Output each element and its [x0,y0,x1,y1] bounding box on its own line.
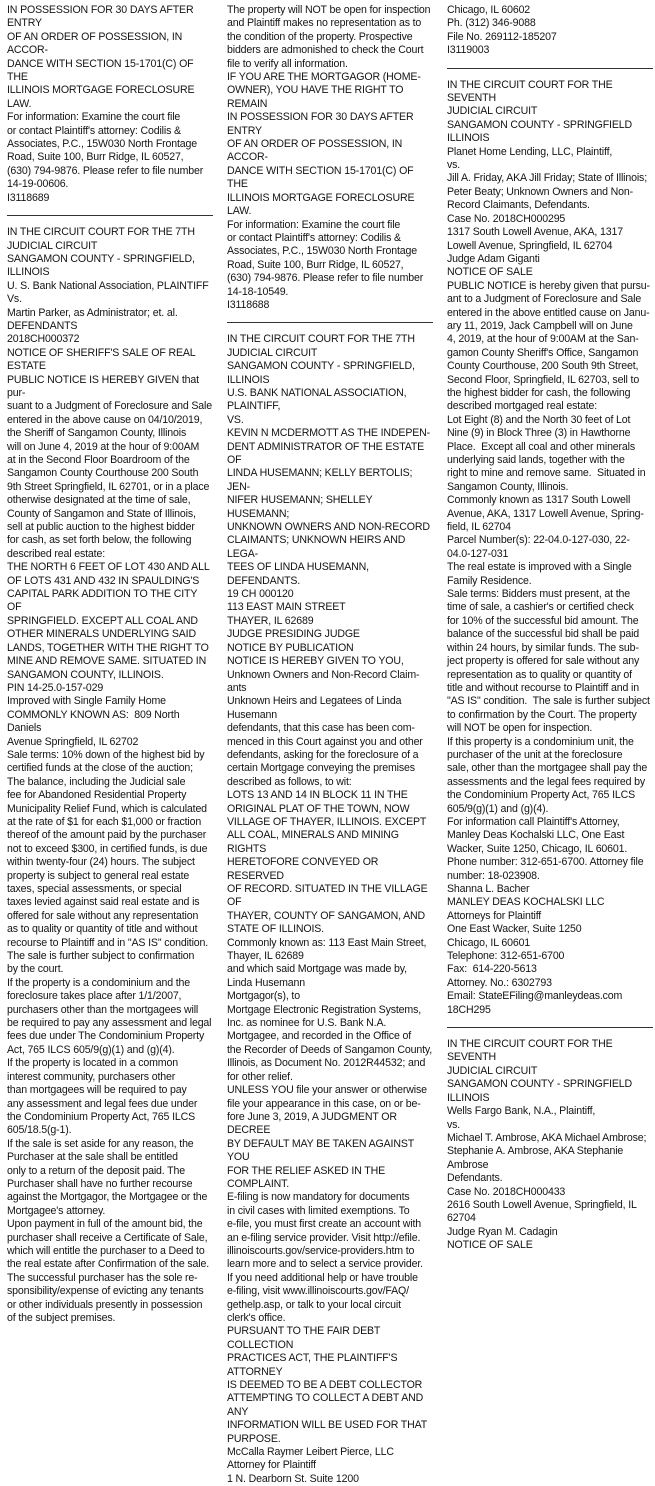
notice-divider [227,322,433,323]
notice-divider [7,215,213,216]
notice-text: The property will NOT be open for inspection and Plaintiff makes no representation as to the condition of the property. Prospective bidders are admonished to check the Court file to verify all information. IF YOU ARE THE MORTGAGOR (HOME- OWNER), YOU HAVE THE RIGHT TO REMAIN IN POSSESSION FOR 30 DAYS AFTER ENTRY OF AN ORDER OF POSSESSION, IN ACCOR- DANCE WITH SECTION 15-1701(C) OF THE ILLINOIS MORTGAGE FORECLOSURE LAW. For information: Examine the court file or contact Plaintiff's attorney: Codilis & Associates, P.C., 15W030 North Frontage Road, Suite 100, Burr Ridge, IL 60527, (630) 794-9876. Please refer to file number 14-18-10549. I3118688 [227,4,431,311]
notice-divider [447,68,653,69]
notice-text: IN THE CIRCUIT COURT FOR THE SEVENTH JUDICIAL CIRCUIT SANGAMON COUNTY - SPRINGFIELD ILLINOIS Wells Fargo Bank, N.A., Plaintiff, vs. Michael T. Ambrose, AKA Michael Ambrose; Stephanie A. Ambrose, AKA Stephanie Ambrose Defendants. Case No. 2018CH000433 2616 South Lowell Avenue, Springfield, IL 62704 Judge Ryan M. Cadagin NOTICE OF SALE [447,1038,647,1252]
column-3 [447,4,653,1253]
notice-divider [447,1027,653,1028]
notice-text: IN POSSESSION FOR 30 DAYS AFTER ENTRY OF AN ORDER OF POSSESSION, IN ACCOR- DANCE WITH SECTION 15-1701(C) OF THE ILLINOIS MORTGAGE FORECLOSURE LAW. For information: Examine the court file or contact Plaintiff's attorney: Codilis & Associates, P.C., 15W030 North Frontage Road, Suite 100, Burr Ridge, IL 60527, (630) 794-9876. Please refer to file number 14-19-00606. I3118689 [7,4,204,204]
notice-text: IN THE CIRCUIT COURT FOR THE SEVENTH JUDICIAL CIRCUIT SANGAMON COUNTY - SPRINGFIELD ILLINOIS Planet Home Lending, LLC, Plaintiff, vs. Jill A. Friday, AKA Jill Friday; State of Illinois; Peter Beaty; Unknown Owners and Non- Record Claimants, Defendants. Case No. 2018CH000295 1317 South Lowell Avenue, AKA, 1317 Lowell Avenue, Springfield, IL 62704 Judge Adam Giganti NOTICE OF SALE PUBLIC NOTICE is hereby given that pursu- ant to a Judgment of Foreclosure and Sale entered in the above entitled cause on Janu- ary 11, 2019, Jack Campbell will on June 4, 2019, at the hour of 9:00AM at the San- gamon County Sheriff's Office, Sangamon County Courthouse, 200 South 9th Street, Second Floor, Springfield, IL 62703, sell to the highest bidder for cash, the following described mortgaged real estate: Lot Eight (8) and the North 30 feet of Lot Nine (9) in Block Three (3) in Hawthorne Place. Except all coal and other minerals underlying said lands, together with the right to mine and remove same. Situated in Sangamon County, Illinois. Commonly known as 1317 South Lowell Avenue, AKA, 1317 Lowell Avenue, Spring- field, IL 62704 Parcel Number(s): 22-04.0-127-030, 22- 04.0-127-031 The real estate is improved with a Single Family Residence. Sale terms: Bidders must present, at the time of sale, a cashier's or certified check for 10% of the successful bid amount. The balance of the successful bid shall be paid within 24 hours, by similar funds. The sub- ject property is offered for sale without any representation as to quality or quantity of title and without recourse to Plaintiff and in "AS IS" condition. The sale is further subject to confirmation by the Court. The property will NOT be open for inspection. If this property is a condominium unit, the purchaser of the unit at the foreclosure sale, other than the mortgagee shall pay the assessments and the legal fees required by the Condominium Property Act, 765 ILCS 605/9(g)(1) and (g)(4). For information call Plaintiff's Attorney, Manley Deas Kochalski LLC, One East Wacker, Suite 1250, Chicago, IL 60601. Phone number: 312-651-6700. Attorney file number: 18-023908. Shanna L. Bacher MANLEY DEAS KOCHALSKI LLC Attorneys for Plaintiff One East Wacker, Suite 1250 Chicago, IL 60601 Telephone: 312-651-6700 Fax: 614-220-5613 Attorney. No.: 6302793 Email: StateEFiling@manleydeas.com 18CH295 [447,78,650,1016]
notice-text: IN THE CIRCUIT COURT FOR THE 7TH JUDICIAL CIRCUIT SANGAMON COUNTY - SPRINGFIELD, ILLINOIS U. S. Bank National Association, PLAINTIFF Vs. Martin Parker, as Administrator; et. al. DEFENDANTS 2018CH000372 NOTICE OF SHERIFF'S SALE OF REAL ESTATE PUBLIC NOTICE IS HEREBY GIVEN that pur- suant to a Judgment of Foreclosure and Sale entered in the above cause on 04/10/2019, the Sheriff of Sangamon County, Illinois will on June 4, 2019 at the hour of 9:00AM at in the Second Floor Boardroom of the Sangamon County Courthouse 200 South 9th Street Springfield, IL 62701, or in a place otherwise designated at the time of sale, County of Sangamon and State of Illinois, sell at public auction to the highest bidder for cash, as set forth below, the following described real estate: THE NORTH 6 FEET OF LOT 430 AND ALL OF LOTS 431 AND 432 IN SPAULDING'S CAPITAL PARK ADDITION TO THE CITY OF SPRINGFIELD. EXCEPT ALL COAL AND OTHER MINERALS UNDERLYING SAID LANDS, TOGETHER WITH THE RIGHT TO MINE AND REMOVE SAME. SITUATED IN SANGAMON COUNTY, ILLINOIS. PIN 14-25.0-157-029 Improved with Single Family Home COMMONLY KNOWN AS: 809 North Daniels Avenue Springfield, IL 62702 Sale terms: 10% down of the highest bid by certified funds at the close of the auction; The balance, including the Judicial sale fee for Abandoned Residential Property Municipality Relief Fund, which is calculated at the rate of $1 for each $1,000 or fraction thereof of the amount paid by the purchaser not to exceed $300, in certified funds, is due within twenty-four (24) hours. The subject property is subject to general real estate taxes, special assessments, or special taxes levied against said real estate and is offered for sale without any representation as to quality or quantity of title and without recourse to Plaintiff and in "AS IS" condition. The sale is further subject to confirmation by the court. If the property is a condominium and the foreclosure takes place after 1/1/2007, purchasers other than the mortgagees will be required to pay any assessment and legal fees due under The Condominium Property Act, 765 ILCS 605/9(g)(1) and (g)(4). If the property is located in a common interest community, purchasers other than mortgagees will be required to pay any assessment and legal fees due under the Condominium Property Act, 765 ILCS 605/18.5(g-1). If the sale is set aside for any reason, the Purchaser at the sale shall be entitled only to a return of the deposit paid. The Purchaser shall have no further recourse against the Mortgagor, the Mortgagee or the Mortgagee's attorney. Upon payment in full of the amount bid, the purchaser shall receive a Certificate of Sale, which will entitle the purchaser to a Deed to the real estate after Confirmation of the sale. The successful purchaser has the sole re- sponsibility/expense of evicting any tenants or other individuals presently in possession of the subject premises. [7,226,212,1324]
notice-text: Chicago, IL 60602 Ph. (312) 346-9088 File No. 269112-185207 I3119003 [447,4,557,57]
column-1 [7,4,213,1325]
column-2 [227,4,433,1486]
notice-text: IN THE CIRCUIT COURT FOR THE 7TH JUDICIAL CIRCUIT SANGAMON COUNTY - SPRINGFIELD, ILLINOIS U.S. BANK NATIONAL ASSOCIATION, PLAINTIFF, VS. KEVIN N MCDERMOTT AS THE INDEPEN- DENT ADMINISTRATOR OF THE ESTATE OF LINDA HUSEMANN; KELLY BERTOLIS; JEN- NIFER HUSEMANN; SHELLEY HUSEMANN; UNKNOWN OWNERS AND NON-RECORD CLAIMANTS; UNKNOWN HEIRS AND LEGA- TEES OF LINDA HUSEMANN, DEFENDANTS. 19 CH 000120 113 EAST MAIN STREET THAYER, IL 62689 JUDGE PRESIDING JUDGE NOTICE BY PUBLICATION NOTICE IS HEREBY GIVEN TO YOU, Unknown Owners and Non-Record Claim- ants Unknown Heirs and Legatees of Linda Husemann defendants, that this case has been com- menced in this Court against you and other defendants, asking for the foreclosure of a certain Mortgage conveying the premises described as follows, to wit: LOTS 13 AND 14 IN BLOCK 11 IN THE ORIGINAL PLAT OF THE TOWN, NOW VILLAGE OF THAYER, ILLINOIS. EXCEPT ALL COAL, MINERALS AND MINING RIGHTS HERETOFORE CONVEYED OR RESERVED OF RECORD. SITUATED IN THE VILLAGE OF THAYER, COUNTY OF SANGAMON, AND STATE OF ILLINOIS. Commonly known as: 113 East Main Street, Thayer, IL 62689 and which said Mortgage was made by, Linda Husemann Mortgagor(s), to Mortgage Electronic Registration Systems, Inc. as nominee for U.S. Bank N.A. Mortgagee, and recorded in the Office of the Recorder of Deeds of Sangamon County, Illinois, as Document No. 2012R44532; and for other relief. UNLESS YOU file your answer or otherwise file your appearance in this case, on or be- fore June 3, 2019, A JUDGMENT OR DECREE BY DEFAULT MAY BE TAKEN AGAINST YOU FOR THE RELIEF ASKED IN THE COMPLAINT. E-filing is now mandatory for documents in civil cases with limited exemptions. To e-file, you must first create an account with an e-filing service provider. Visit http://efile. illinoiscourts.gov/service-providers.htm to learn more and to select a service provider. If you need additional help or have trouble e-filing, visit www.illinoiscourts.gov/FAQ/ gethelp.asp, or talk to your local circuit clerk's office. PURSUANT TO THE FAIR DEBT COLLECTION PRACTICES ACT, THE PLAINTIFF'S ATTORNEY IS DEEMED TO BE A DEBT COLLECTOR ATTEMPTING TO COLLECT A DEBT AND ANY INFORMATION WILL BE USED FOR THAT PURPOSE. McCalla Raymer Leibert Pierce, LLC Attorney for Plaintiff 1 N. Dearborn St. Suite 1200 [227,333,433,1485]
